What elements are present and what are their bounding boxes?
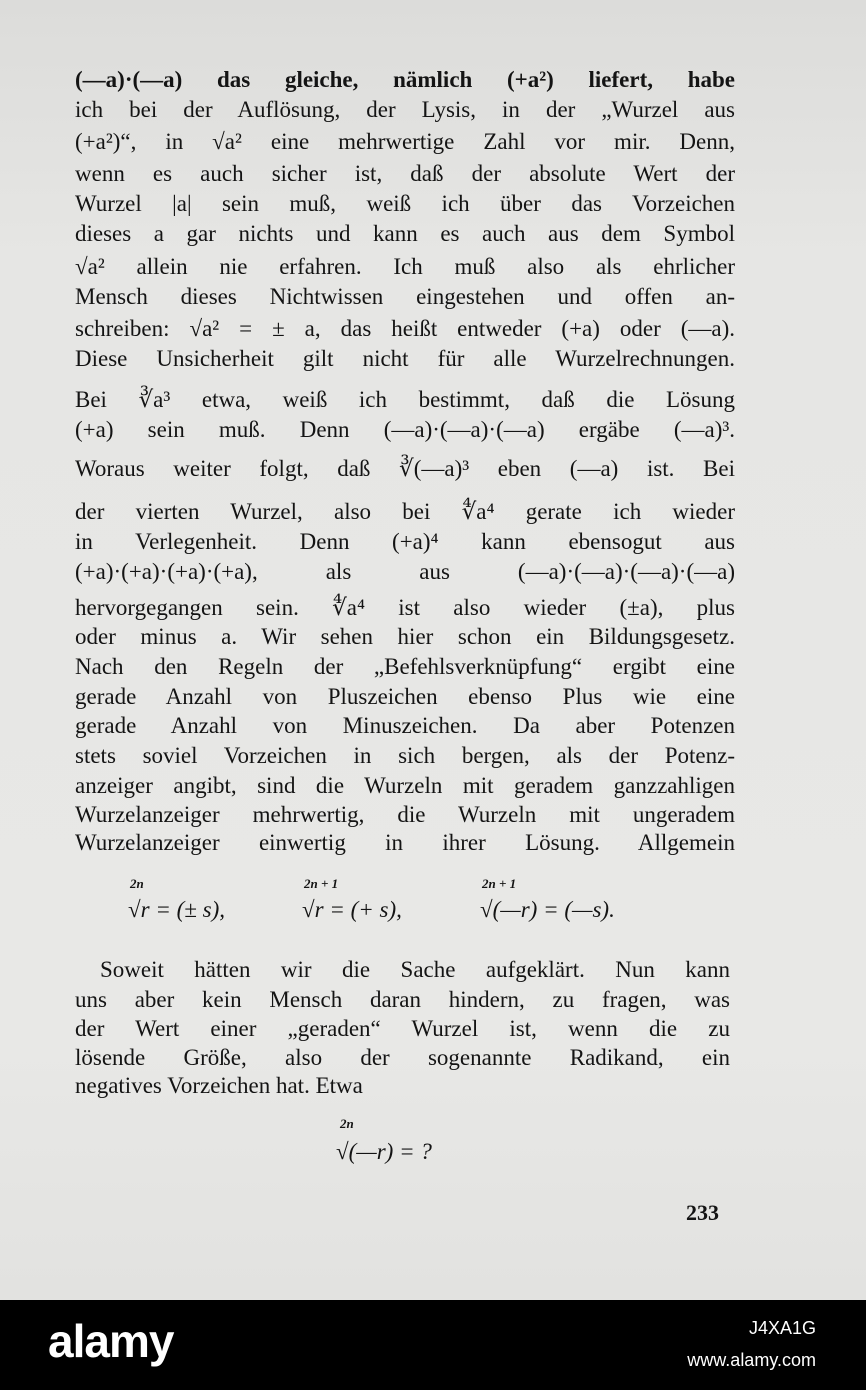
text-line: gerade Anzahl von Minuszeichen. Da aber Potenzen <box>75 713 735 738</box>
alamy-logo: alamy <box>48 1315 174 1367</box>
formula: √r = (± s), <box>128 897 225 922</box>
text-line: oder minus a. Wir sehen hier schon ein Bildungsgesetz. <box>75 624 735 649</box>
text-line: √a² allein nie erfahren. Ich muß also als ehrlicher <box>75 254 735 279</box>
site-url: www.alamy.com <box>687 1350 816 1370</box>
text-line: schreiben: √a² = ± a, das heißt entweder (+a) oder (—a). <box>75 316 735 341</box>
text-line: (+a) sein muß. Denn (—a)·(—a)·(—a) ergäbe (—a)³. <box>75 417 735 442</box>
text-line: dieses a gar nichts und kann es auch aus dem Symbol <box>75 221 735 246</box>
text-line: (+a²)“, in √a² eine mehrwertige Zahl vor mir. Denn, <box>75 129 735 154</box>
text-line: uns aber kein Mensch daran hindern, zu fragen, was <box>75 987 730 1012</box>
text-line: Woraus weiter folgt, daß ∛(—a)³ eben (—a) ist. Bei <box>75 456 735 481</box>
text-line: Nach den Regeln der „Befehlsverknüpfung“ ergibt eine <box>75 654 735 679</box>
text-line: Wurzelanzeiger einwertig in ihrer Lösung. Allgemein <box>75 830 735 855</box>
text-line: Wurzel |a| sein muß, weiß ich über das Vorzeichen <box>75 191 735 216</box>
text-line: (+a)·(+a)·(+a)·(+a), als aus (—a)·(—a)·(—a)·(—a) <box>75 559 735 584</box>
text-line: anzeiger angibt, sind die Wurzeln mit geradem ganzzahligen <box>75 773 735 798</box>
text-line: Soweit hätten wir die Sache aufgeklärt. Nun kann <box>100 957 730 982</box>
root-index: 2n <box>340 1116 354 1131</box>
text-line: lösende Größe, also der sogenannte Radikand, ein <box>75 1045 730 1070</box>
text-line: Diese Unsicherheit gilt nicht für alle Wurzelrechnungen. <box>75 346 735 371</box>
page-number: 233 <box>686 1200 719 1225</box>
root-index: 2n <box>130 876 144 891</box>
text-line: stets soviel Vorzeichen in sich bergen, als der Potenz- <box>75 743 735 768</box>
text-line: hervorgegangen sein. ∜a⁴ ist also wieder (±a), plus <box>75 595 735 620</box>
text-line: wenn es auch sicher ist, daß der absolute Wert der <box>75 161 735 186</box>
root-index: 2n + 1 <box>482 876 517 891</box>
text-line: der vierten Wurzel, also bei ∜a⁴ gerate ich wieder <box>75 499 735 524</box>
formula: √(—r) = (—s). <box>480 897 615 922</box>
text-line: Bei ∛a³ etwa, weiß ich bestimmt, daß die Lösung <box>75 387 735 412</box>
text-line: Mensch dieses Nichtwissen eingestehen und offen an- <box>75 284 735 309</box>
final-formula: √(—r) = ? <box>336 1139 432 1164</box>
stock-footer <box>0 1300 866 1390</box>
text-line: gerade Anzahl von Pluszeichen ebenso Plus wie eine <box>75 684 735 709</box>
root-index: 2n + 1 <box>304 876 339 891</box>
formula: √r = (+ s), <box>302 897 402 922</box>
text-line: Wurzelanzeiger mehrwertig, die Wurzeln mit ungeradem <box>75 802 735 827</box>
text-line: negatives Vorzeichen hat. Etwa <box>75 1073 363 1098</box>
text-line: der Wert einer „geraden“ Wurzel ist, wenn die zu <box>75 1016 730 1041</box>
text-line: (—a)·(—a) das gleiche, nämlich (+a²) liefert, habe <box>75 67 735 92</box>
image-id: J4XA1G <box>748 1318 816 1338</box>
text-line: ich bei der Auflösung, der Lysis, in der „Wurzel aus <box>75 97 735 122</box>
text-line: in Verlegenheit. Denn (+a)⁴ kann ebensogut aus <box>75 529 735 554</box>
